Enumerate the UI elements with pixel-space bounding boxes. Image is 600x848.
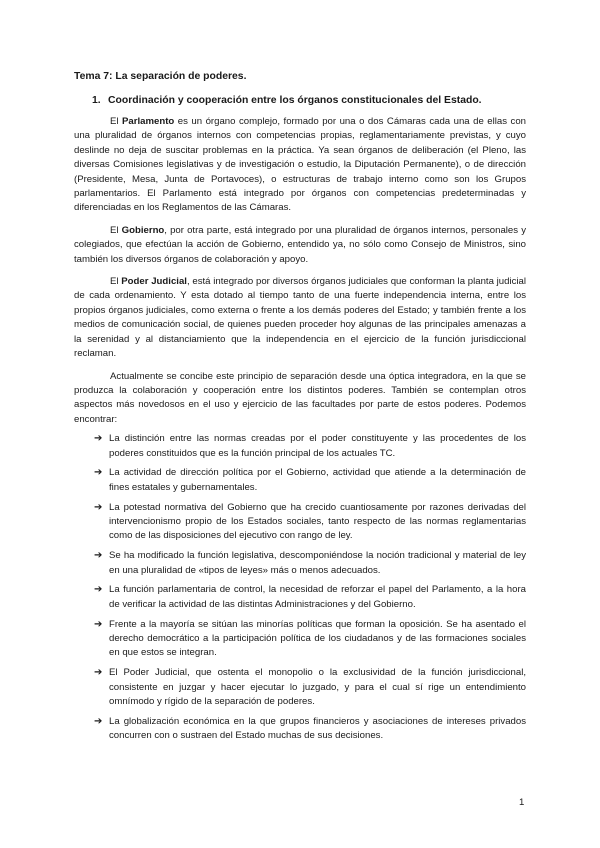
paragraph-parlamento bbox=[74, 115, 526, 216]
list-item bbox=[94, 618, 526, 661]
list-item-text: El Poder Judicial, que ostenta el monopolio o la exclusividad de la función jurisdiccional, consistente en juzgar y hacer ejecutar lo juzgado, y para el cual sí rige un entendimiento omnímodo y rígido de la separación de poderes. bbox=[109, 667, 526, 707]
page-number: 1 bbox=[519, 797, 525, 808]
paragraph-poder-judicial bbox=[74, 275, 526, 361]
document-title: Tema 7: La separación de poderes. bbox=[74, 71, 247, 82]
paragraph-bold-term: Parlamento bbox=[122, 116, 175, 127]
list-item bbox=[94, 501, 526, 544]
list-item bbox=[94, 666, 526, 709]
arrow-icon: ➔ bbox=[94, 501, 103, 513]
arrow-icon: ➔ bbox=[94, 467, 103, 479]
list-item-text: La globalización económica en la que grupos financieros y asociaciones de intereses privados concurren con o sustraen del Estado muchas de sus decisiones. bbox=[109, 715, 526, 742]
list-item-text: La distinción entre las normas creadas por el poder constituyente y las procedentes de los poderes constituidos que es la función principal de los actuales TC. bbox=[109, 433, 526, 459]
paragraph-text: El bbox=[110, 276, 122, 288]
list-item bbox=[94, 715, 526, 744]
arrow-icon: ➔ bbox=[94, 550, 103, 562]
arrow-icon: ➔ bbox=[94, 618, 103, 630]
bullet-list bbox=[74, 432, 526, 743]
section-heading bbox=[92, 94, 526, 108]
list-item bbox=[94, 466, 526, 495]
section-number: 1. bbox=[92, 95, 101, 106]
paragraph-text: es un órgano complejo, formado por una o dos Cámaras cada una de ellas con una pluralidad de órganos internos con competencias propias, reglamentariamente previstas, y cuyo deslinde no deja de suscitar problemas en la práctica. Ya sean órganos de deliberación (el Pleno, las diversas Comisiones legislativas y de investigación o estudio, la Diputación Permanente), o de dirección (Presidente, Mesa, Junta de Portavoces), o estructuras de trabajo interno como son los Grupos parlamentarios. El Parlamento está integrado por órganos con competencias predeterminadas y diferenciadas en los Reglamentos de las Cámaras. bbox=[74, 116, 526, 214]
list-item-text: La potestad normativa del Gobierno que ha crecido cuantiosamente por razones derivadas del intervencionismo propio de los Estados sociales, tanto respecto de las normas reglamentarias como de las disposiciones del ejecutivo con rango de ley. bbox=[109, 501, 526, 542]
section-heading-period: . bbox=[478, 95, 482, 106]
paragraph-gobierno bbox=[74, 224, 526, 267]
list-item-text: Frente a la mayoría se sitúan las minorías políticas que forman la oposición. Se ha asentado el derecho democrático a la participación política de los ciudadanos y de las formaciones sociales en que estos se integran. bbox=[109, 618, 526, 659]
list-item bbox=[94, 583, 526, 612]
paragraph-text: , está integrado por diversos órganos judiciales que conforman la planta judicial de cada ordenamiento. Y esta dotado al tiempo tanto de una fuerte independencia interna, entre los propios órganos judiciales, como externa o frente a los demás poderes del Estado; y también frente a los medios de comunicación social, de quienes pueden proceder hoy algunas de las principales amenazas a la serenidad y al distanciamiento que la independencia en el ejercicio de la función jurisdiccional reclaman. bbox=[74, 276, 526, 360]
paragraph-bold-term: Poder Judicial bbox=[121, 276, 187, 288]
list-item-text: Se ha modificado la función legislativa, descomponiéndose la noción tradicional y material de ley en una pluralidad de «tipos de leyes» más o menos adecuados. bbox=[109, 550, 526, 576]
arrow-icon: ➔ bbox=[94, 667, 103, 679]
paragraph-text: El bbox=[110, 116, 123, 127]
paragraph-bold-term: Gobierno bbox=[121, 224, 165, 236]
paragraph-text: , por otra parte, está integrado por una pluralidad de órganos internos, personales y colegiados, que efectúan la acción de Gobierno, entendido ya, no sólo como Consejo de Ministros, sino también los diversos órganos de colaboración y apoyo. bbox=[74, 224, 526, 265]
arrow-icon: ➔ bbox=[94, 584, 103, 596]
list-item-text: La actividad de dirección política por el Gobierno, actividad que atiende a la determinación de fines estatales y gubernamentales. bbox=[109, 467, 526, 493]
paragraph-text: Actualmente se concibe este principio de separación desde una óptica integradora, en la que se produzca la colaboración y cooperación entre los distintos poderes. También se contemplan otros aspectos más novedosos en el uso y ejercicio de las facultades por parte de estos poderes. Podemos encontrar: bbox=[74, 370, 526, 425]
document-page bbox=[74, 70, 526, 749]
arrow-icon: ➔ bbox=[94, 715, 103, 727]
arrow-icon: ➔ bbox=[94, 433, 103, 445]
paragraph-actualmente bbox=[74, 370, 526, 428]
list-item bbox=[94, 549, 526, 578]
list-item bbox=[94, 432, 526, 461]
paragraph-text: El bbox=[110, 224, 122, 236]
list-item-text: La función parlamentaria de control, la necesidad de reforzar el papel del Parlamento, a la hora de verificar la actividad de las distintas Administraciones y del Gobierno. bbox=[109, 584, 526, 610]
section-heading-text: Coordinación y cooperación entre los órganos constitucionales del Estado bbox=[108, 95, 479, 106]
